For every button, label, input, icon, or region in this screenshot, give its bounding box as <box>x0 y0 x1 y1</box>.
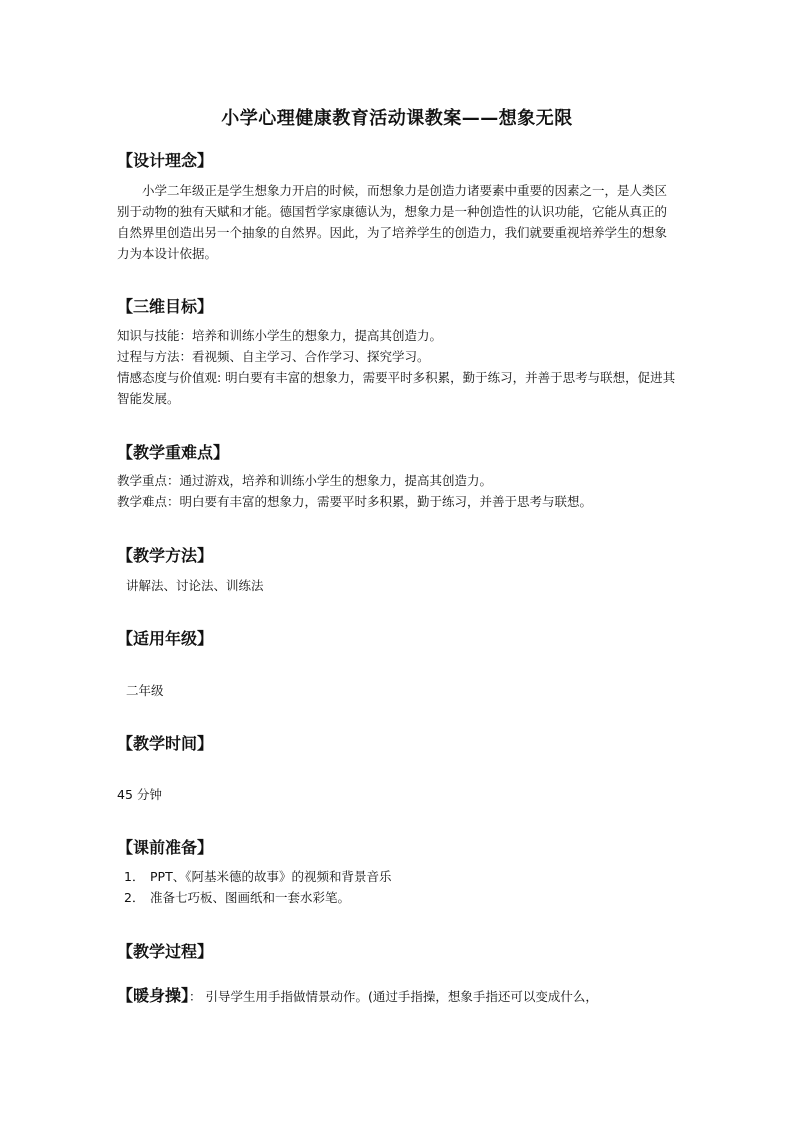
process-heading: 【教学过程】 <box>117 942 214 961</box>
design-paragraph: 小学二年级正是学生想象力开启的时候，而想象力是创造力诸要素中重要的因素之一，是人类区别于动物的独有天赋和才能。德国哲学家康德认为，想象力是一种创造性的认识功能，它能从真正的自然界里创造出另一个抽象的自然界。因此，为了培养学生的创造力，我们就要重视培养学生的想象力为本设计依据。 <box>117 183 668 261</box>
goal-process: 过程与方法：看视频、自主学习、合作学习、探究学习。 <box>117 349 430 364</box>
methods-heading: 【教学方法】 <box>117 546 214 565</box>
preparation-heading: 【课前准备】 <box>117 838 214 857</box>
key-points-heading: 【教学重难点】 <box>117 443 230 462</box>
goals-heading: 【三维目标】 <box>117 297 214 316</box>
preparation-item: 2． 准备七巧板、图画纸和一套水彩笔。 <box>124 890 351 905</box>
preparation-item: 1． PPT、《阿基米德的故事》的视频和背景音乐 <box>124 869 392 884</box>
goals-text <box>117 325 679 409</box>
goal-knowledge: 知识与技能：培养和训练小学生的想象力，提高其创造力。 <box>117 328 443 343</box>
grade-text: 二年级 <box>126 683 164 698</box>
warmup-label: 【暖身操】 <box>117 986 190 1005</box>
key-point-focus: 教学重点：通过游戏，培养和训练小学生的想象力，提高其创造力。 <box>117 473 493 488</box>
warmup-text: ： 引导学生用手指做情景动作。(通过手指操，想象手指还可以变成什么， <box>189 989 598 1004</box>
grade-heading: 【适用年级】 <box>117 629 214 648</box>
time-text: 45 分钟 <box>117 787 162 802</box>
methods-text: 讲解法、讨论法、训练法 <box>126 578 264 593</box>
design-heading: 【设计理念】 <box>117 151 214 170</box>
time-heading: 【教学时间】 <box>117 734 214 753</box>
goal-emotion: 情感态度与价值观: 明白要有丰富的想象力，需要平时多积累，勤于练习，并善于思考与联想，促进其智能发展。 <box>117 370 676 406</box>
preparation-list <box>124 866 686 908</box>
document-title: 小学心理健康教育活动课教案——想象无限 <box>221 108 573 129</box>
key-points-text <box>117 470 679 512</box>
key-point-difficulty: 教学难点：明白要有丰富的想象力，需要平时多积累，勤于练习，并善于思考与联想。 <box>117 494 593 509</box>
warmup-line <box>117 983 598 1006</box>
